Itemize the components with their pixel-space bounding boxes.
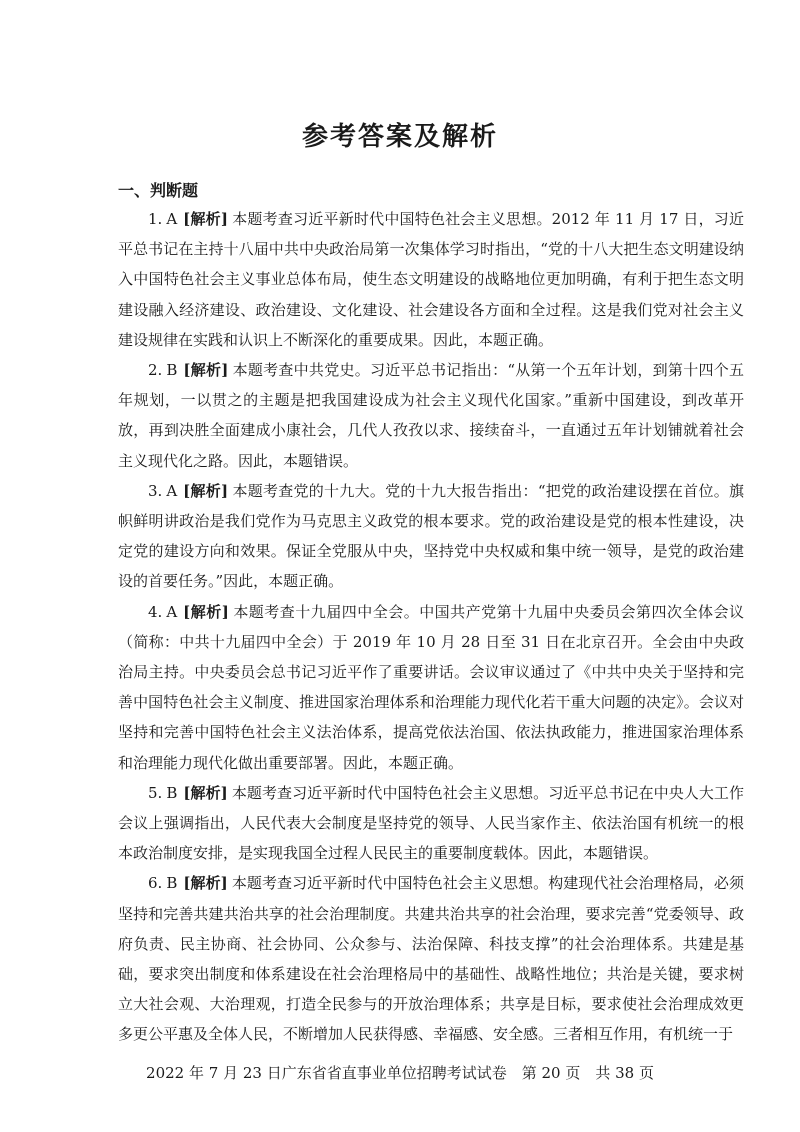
item-text: 本题考查习近平新时代中国特色社会主义思想。2012 年 11 月 17 日，习近平总书记在主持十八届中共中央政治局第一次集体学习时指出，“党的十八大把生态文明建设纳入中国特色社会主义事业总体布局，使生态文明建设的战略地位更加明确，有利于把生态文明建设融入经济建设、政治建设、文化建设、社会建设各方面和全过程。这是我们党对社会主义建设规律在实践和认识上不断深化的重要成果。因此，本题正确。 (118, 210, 744, 349)
item-answer: B (166, 361, 178, 380)
item-answer: B (166, 874, 178, 893)
item-number: 4. (148, 602, 163, 621)
item-text: 本题考查习近平新时代中国特色社会主义思想。构建现代社会治理格局，必须坚持和完善共建共治共享的社会治理制度。共建共治共享的社会治理，要求完善“党委领导、政府负责、民主协商、社会协同、公众参与、法治保障、科技支撑”的社会治理体系。共建是基础，要求突出制度和体系建设在社会治理格局中的基础性、战略性地位；共治是关键，要求树立大社会观、大治理观，打造全民参与的开放治理体系；共享是目标，要求使社会治理成效更多更公平惠及全体人民，不断增加人民获得感、幸福感、安全感。三者相互作用，有机统一于 (118, 874, 744, 1044)
section-heading: 一、判断题 (118, 181, 199, 200)
item-number: 2. (148, 361, 163, 380)
answer-item (118, 204, 744, 355)
item-answer: B (166, 783, 178, 802)
item-number: 3. (148, 481, 163, 500)
item-number: 6. (148, 874, 163, 893)
item-text: 本题考查中共党史。习近平总书记指出：“从第一个五年计划，到第十四个五年规划，一以贯之的主题是把我国建设成为社会主义现代化国家。”重新中国建设，到改革开放，再到决胜全面建成小康社会，几代人孜孜以求、接续奋斗，一直通过五年计划铺就着社会主义现代化之路。因此，本题错误。 (118, 361, 744, 470)
answer-item (118, 476, 744, 597)
page-title: 参考答案及解析 (301, 122, 498, 152)
item-tag: [解析] (183, 602, 229, 621)
item-text: 本题考查习近平新时代中国特色社会主义思想。习近平总书记在中央人大工作会议上强调指出，人民代表大会制度是坚持党的领导、人民当家作主、依法治国有机统一的根本政治制度安排，是实现我国全过程人民民主的重要制度载体。因此，本题错误。 (118, 783, 744, 863)
answer-item (118, 597, 744, 778)
item-number: 5. (148, 783, 163, 802)
answer-item (118, 868, 744, 1049)
page-footer: 2022 年 7 月 23 日广东省省直事业单位招聘考试试卷 第 20 页 共 38 页 (146, 1064, 654, 1082)
item-tag: [解析] (183, 481, 229, 500)
answer-item (118, 355, 744, 476)
item-text: 本题考查十九届四中全会。中国共产党第十九届中央委员会第四次全体会议（简称：中共十九届四中全会）于 2019 年 10 月 28 日至 31 日在北京召开。全会由中央政治局主持。中央委员会总书记习近平作了重要讲话。会议审议通过了《中共中央关于坚持和完善中国特色社会主义制度、推进国家治理体系和治理能力现代化若干重大问题的决定》。会议对坚持和完善中国特色社会主义法治体系，提高党依法治国、依法执政能力，推进国家治理体系和治理能力现代化做出重要部署。因此，本题正确。 (118, 602, 744, 772)
item-answer: A (166, 481, 178, 500)
item-answer: A (166, 602, 178, 621)
item-text: 本题考查党的十九大。党的十九大报告指出：“把党的政治建设摆在首位。旗帜鲜明讲政治是我们党作为马克思主义政党的根本要求。党的政治建设是党的根本性建设，决定党的建设方向和效果。保证全党服从中央，坚持党中央权威和集中统一领导，是党的政治建设的首要任务。”因此，本题正确。 (118, 481, 744, 591)
answer-item (118, 778, 744, 869)
item-tag: [解析] (183, 210, 228, 228)
item-answer: A (166, 210, 178, 228)
item-tag: [解析] (183, 874, 228, 893)
item-number: 1. (148, 210, 163, 228)
item-tag: [解析] (183, 783, 228, 802)
item-tag: [解析] (183, 361, 229, 380)
answer-list (118, 204, 744, 1050)
